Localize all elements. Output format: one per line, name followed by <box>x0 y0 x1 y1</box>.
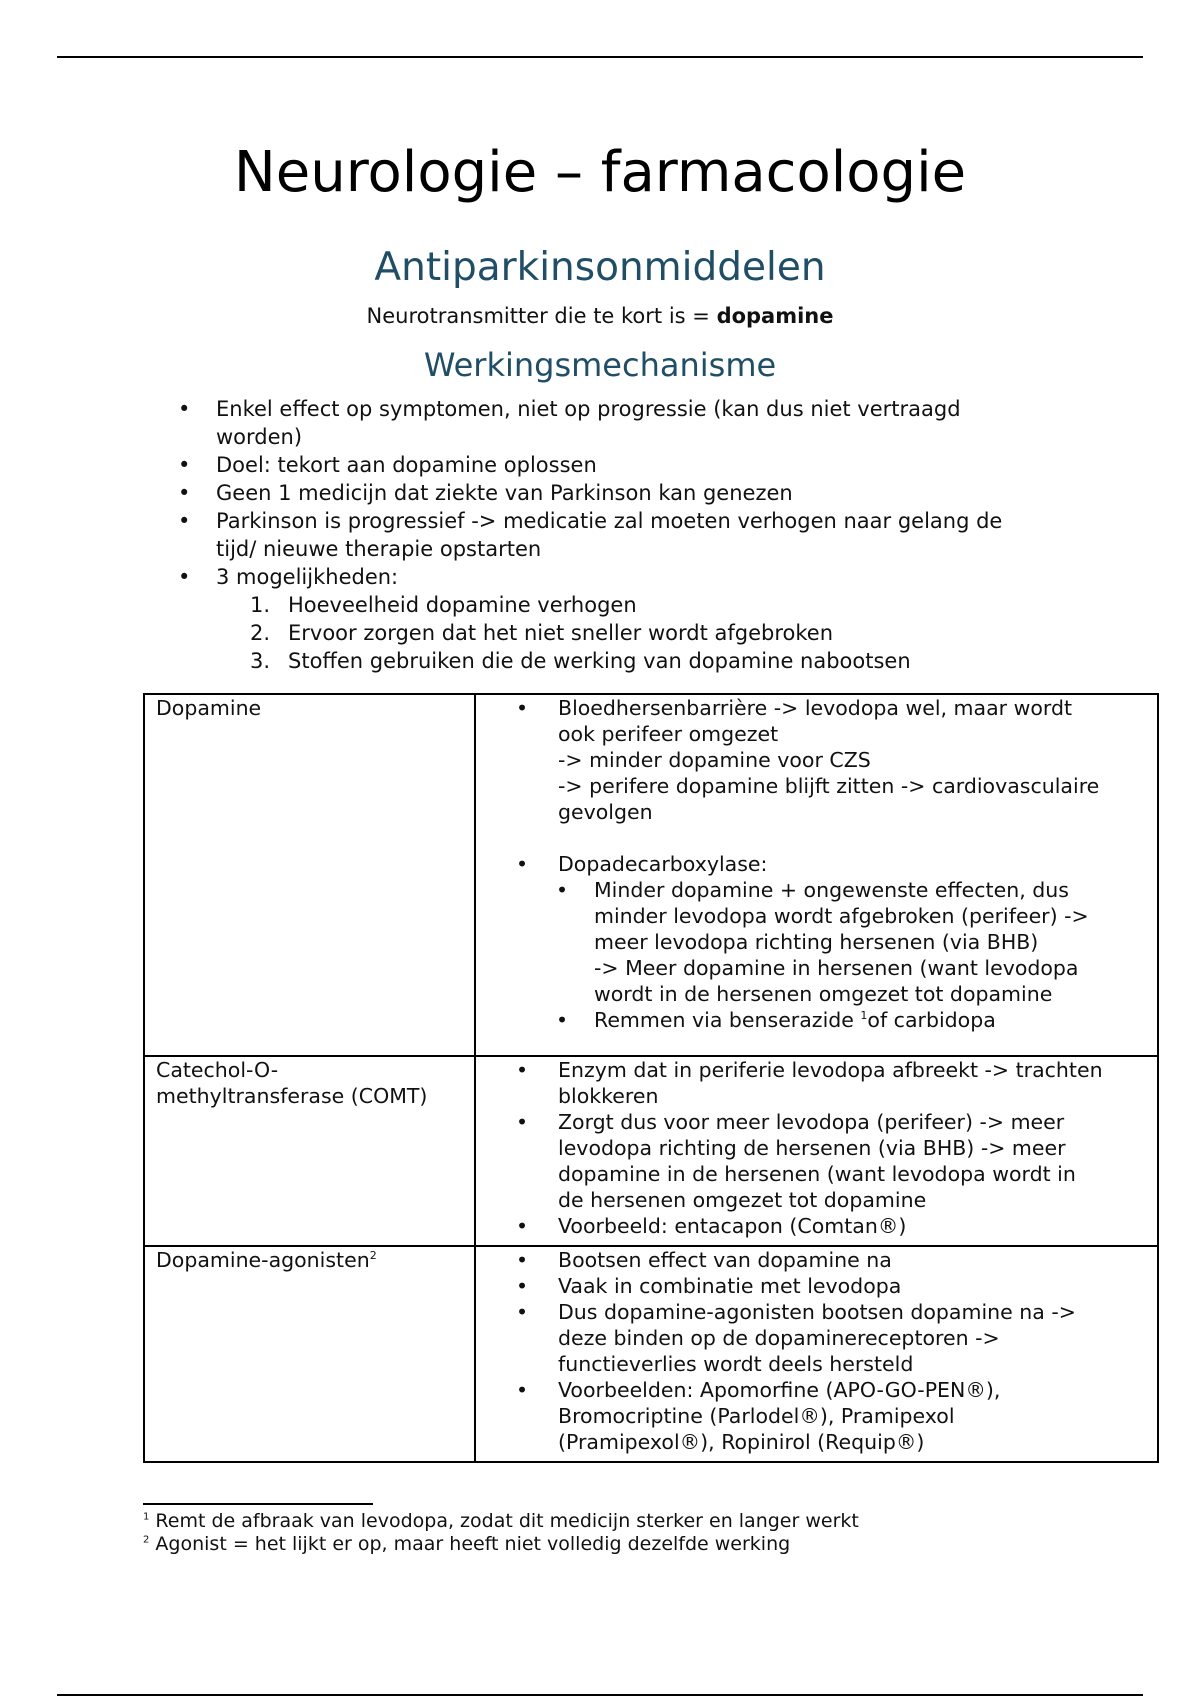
footer-rule <box>57 1694 1143 1696</box>
subheading: Werkingsmechanisme <box>423 346 777 384</box>
list-item: • 3 mogelijkheden: <box>178 565 399 589</box>
numbered-item: 3. Stoffen gebruiken die de werking van dopamine nabootsen <box>250 649 911 673</box>
numbered-item: 1. Hoeveelheid dopamine verhogen <box>250 593 637 617</box>
row-label: Catechol-O- methyltransferase (COMT) <box>144 1056 475 1246</box>
list-item: • Enkel effect op symptomen, niet op progressie (kan dus niet vertraagd worden) <box>178 397 961 449</box>
footnote: $^1$ Remt de afbraak van levodopa, zodat dit medicijn sterker en langer werkt <box>143 1510 859 1532</box>
footnote-rule <box>143 1503 373 1505</box>
table-row <box>144 1056 1158 1246</box>
intro-text: Neurotransmitter die te kort is = <box>366 304 710 328</box>
row-content: • Bloedhersenbarrière -> levodopa wel, maar wordt ook perifeer omgezet -> minder dopamine voor CZS -> perifere dopamine blijft zitten -> cardiovasculaire gevolgen • Dopadecarboxylase: • Minder dopamine + ongewenste effecten, dus minder levodopa wordt afgebroken (perifeer) -> meer levodopa richting hersenen (via BHB) -> Meer dopamine in hersenen (want levodopa wordt in de hersenen omgezet tot dopamine • Remmen via benserazide $^1$of carbidopa <box>475 694 1158 1056</box>
list-item: • Doel: tekort aan dopamine oplossen <box>178 453 597 477</box>
list-item: • Geen 1 medicijn dat ziekte van Parkinson kan genezen <box>178 481 793 505</box>
table-row <box>144 1246 1158 1462</box>
numbered-list <box>178 591 1078 675</box>
mechanism-list <box>178 395 1078 675</box>
table-row <box>144 694 1158 1056</box>
page-title: Neurologie – farmacologie <box>233 140 967 205</box>
numbered-item: 2. Ervoor zorgen dat het niet sneller wordt afgebroken <box>250 621 834 645</box>
section-heading: Antiparkinsonmiddelen <box>374 245 826 290</box>
footnote: $^2$ Agonist = het lijkt er op, maar heeft niet volledig dezelfde werking <box>143 1533 791 1555</box>
header-rule <box>57 56 1143 58</box>
footnotes <box>143 1510 1143 1556</box>
intro-line <box>0 302 1200 330</box>
row-label: Dopamine <box>144 694 475 1056</box>
row-label: Dopamine-agonisten$^2$ <box>144 1246 475 1462</box>
drug-table <box>143 693 1159 1463</box>
intro-bold: dopamine <box>716 304 834 328</box>
row-content: • Bootsen effect van dopamine na • Vaak in combinatie met levodopa • Dus dopamine-agonisten bootsen dopamine na -> deze binden op de dopaminereceptoren -> functieverlies wordt deels hersteld • Voorbeelden: Apomorfine (APO-GO-PEN®), Bromocriptine (Parlodel®), Pramipexol (Pramipexol®), Ropinirol (Requip®) <box>475 1246 1158 1462</box>
row-content: • Enzym dat in periferie levodopa afbreekt -> trachten blokkeren • Zorgt dus voor meer levodopa (perifeer) -> meer levodopa richting de hersenen (via BHB) -> meer dopamine in de hersenen (want levodopa wordt in de hersenen omgezet tot dopamine • Voorbeeld: entacapon (Comtan®) <box>475 1056 1158 1246</box>
list-item: • Parkinson is progressief -> medicatie zal moeten verhogen naar gelang de tijd/ nieuwe therapie opstarten <box>178 509 1003 561</box>
